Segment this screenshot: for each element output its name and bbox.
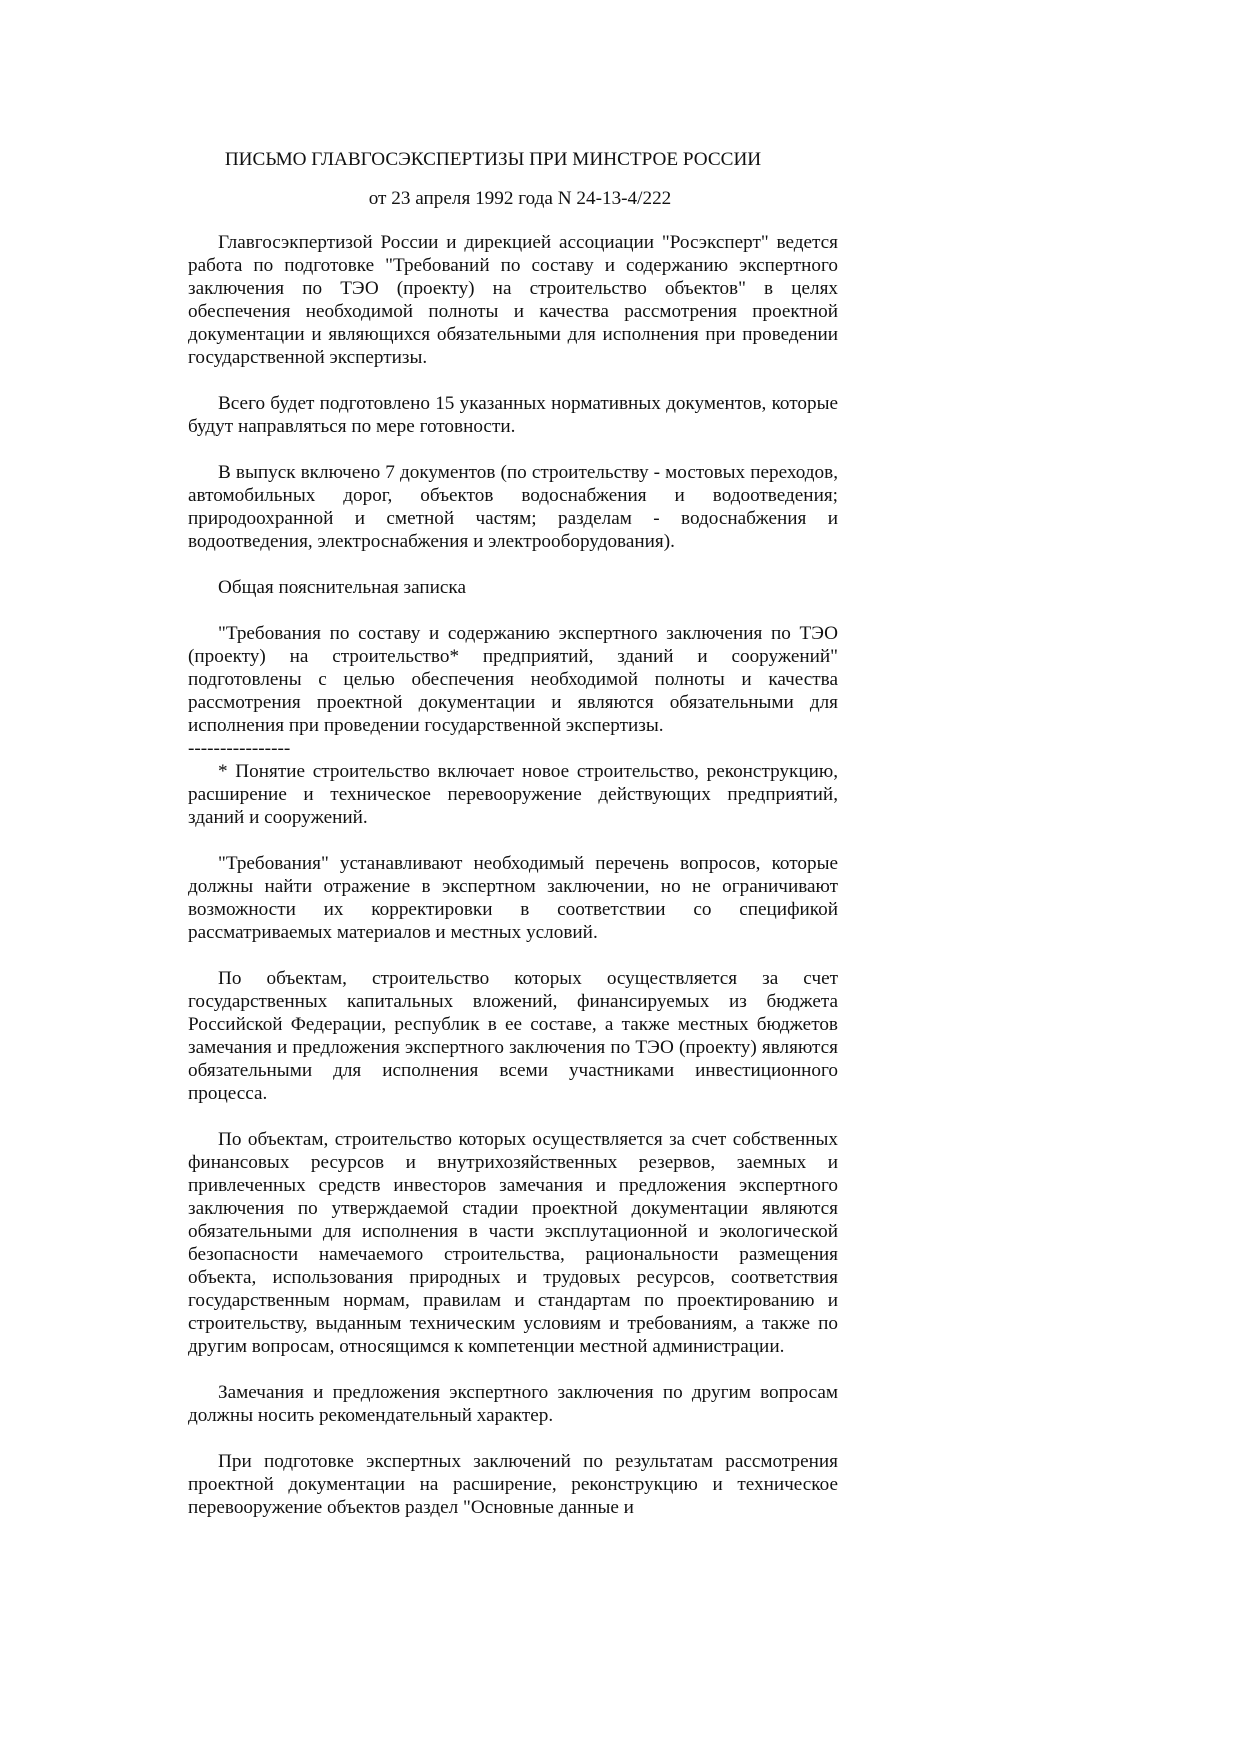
- paragraph: Всего будет подготовлено 15 указанных нормативных документов, которые будут направляться по мере готовности.: [188, 393, 838, 437]
- paragraph: По объектам, строительство которых осуществляется за счет государственных капитальных вложений, финансируемых из бюджета Российской Федерации, республик в ее составе, а также местных бюджетов замечания и предложения экспертного заключения по ТЭО (проекту) являются обязательными для исполнения всеми участниками инвестиционного процесса.: [188, 968, 838, 1104]
- section-heading: Общая пояснительная записка: [218, 577, 466, 598]
- paragraph: "Требования по составу и содержанию экспертного заключения по ТЭО (проекту) на строительство* предприятий, зданий и сооружений" подготовлены с целью обеспечения необходимой полноты и качества рассмотрения проектной документации и являются обязательными для исполнения при проведении государственной экспертизы.: [188, 623, 838, 736]
- paragraph: По объектам, строительство которых осуществляется за счет собственных финансовых ресурсов и внутрихозяйственных резервов, заемных и привлеченных средств инвесторов замечания и предложения экспертного заключения по утверждаемой стадии проектной документации являются обязательными для исполнения в части эксплутационной и экологической безопасности намечаемого строительства, рациональности размещения объекта, использования природных и трудовых ресурсов, соответствия государственным нормам, правилам и стандартам по проектированию и строительству, выданным техническим условиям и требованиям, а также по другим вопросам, относящимся к компетенции местной администрации.: [188, 1129, 838, 1357]
- document-body: [188, 148, 838, 1542]
- document-date-line: от 23 апреля 1992 года N 24-13-4/222: [368, 188, 672, 209]
- paragraph: В выпуск включено 7 документов (по строительству - мостовых переходов, автомобильных дорог, объектов водоснабжения и водоотведения; природоохранной и сметной частям; разделам - водоснабжения и водоотведения, электроснабжения и электрооборудования).: [188, 462, 838, 552]
- footnote-separator: ----------------: [188, 738, 291, 759]
- paragraph: "Требования" устанавливают необходимый перечень вопросов, которые должны найти отражение в экспертном заключении, но не ограничивают возможности их корректировки в соответствии со спецификой рассматриваемых материалов и местных условий.: [188, 853, 838, 943]
- document-title: ПИСЬМО ГЛАВГОСЭКСПЕРТИЗЫ ПРИ МИНСТРОЕ РОССИИ: [224, 149, 762, 170]
- footnote: * Понятие строительство включает новое строительство, реконструкцию, расширение и техническое перевооружение действующих предприятий, зданий и сооружений.: [188, 761, 838, 828]
- paragraph: При подготовке экспертных заключений по результатам рассмотрения проектной документации на расширение, реконструкцию и техническое перевооружение объектов раздел "Основные данные и: [188, 1451, 838, 1518]
- paragraph: Замечания и предложения экспертного заключения по другим вопросам должны носить рекомендательный характер.: [188, 1382, 838, 1426]
- paragraph: Главгосэкпертизой России и дирекцией ассоциации "Росэксперт" ведется работа по подготовке "Требований по составу и содержанию экспертного заключения по ТЭО (проекту) на строительство объектов" в целях обеспечения необходимой полноты и качества рассмотрения проектной документации и являющихся обязательными для исполнения при проведении государственной экспертизы.: [188, 232, 838, 368]
